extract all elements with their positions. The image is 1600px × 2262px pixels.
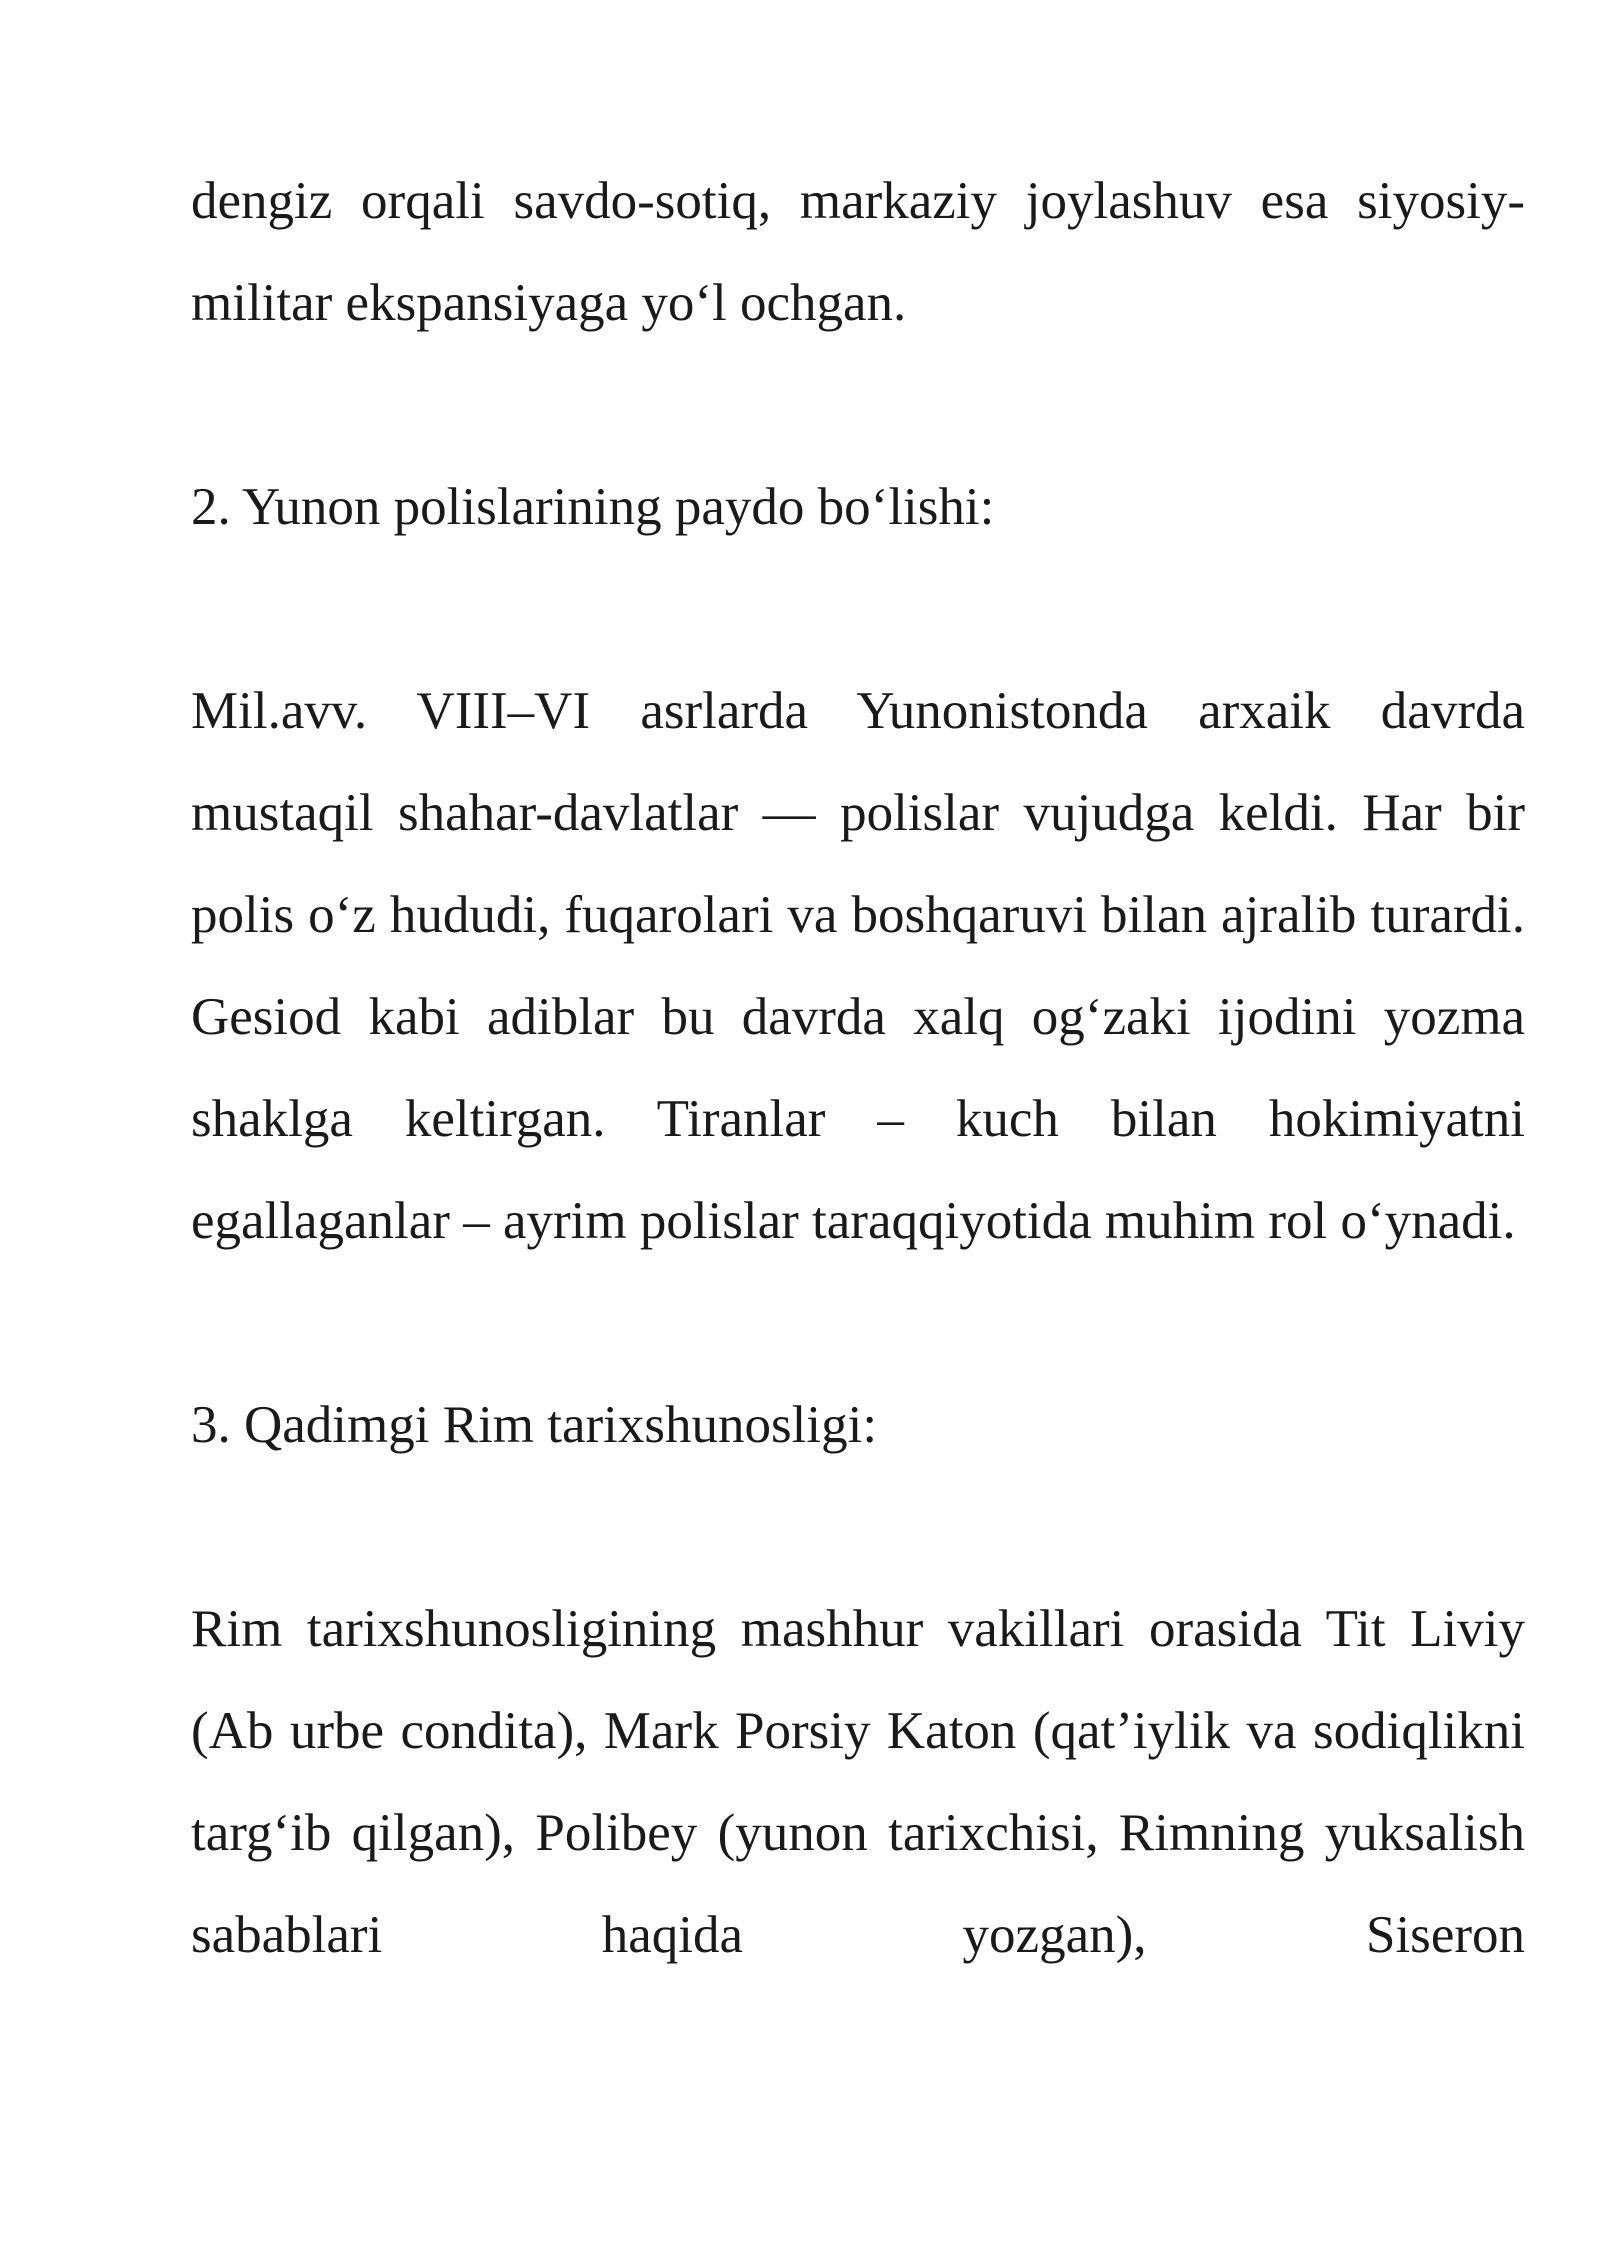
section-heading-roman-historiography: 3. Qadimgi Rim tarixshunosligi:	[191, 1396, 878, 1454]
paragraph-greek-polis: Mil.avv. VIII–VI asrlarda Yunonistonda arxaik davrda mustaqil shahar-davlatlar — polislar vujudga keldi. Har bir polis o‘z hududi, fuqarolari va boshqaruvi bilan ajralib turardi. Gesiod kabi adiblar bu davrda xalq og‘zaki ijodini yozma shaklga keltirgan. Tiranlar – kuch bilan hokimiyatni egallaganlar – ayrim polislar taraqqiyotida muhim rol o‘ynadi.	[191, 682, 1525, 1250]
paragraph-spacer	[191, 1476, 1525, 1578]
paragraph-spacer	[191, 1272, 1525, 1374]
paragraph-roman-historiography: Rim tarixshunosligining mashhur vakillari orasida Tit Liviy (Ab urbe condita), Mark Porsiy Katon (qat’iylik va sodiqlikni targ‘ib qilgan), Polibey (yunon tarixchisi, Rimning yuksalish sabablari haqida yozgan), Siseron	[191, 1600, 1525, 1964]
paragraph-spacer	[191, 354, 1525, 456]
paragraph-spacer	[191, 558, 1525, 660]
section-heading-greek-polis: 2. Yunon polislarining paydo bo‘lishi:	[191, 478, 995, 536]
paragraph-intro: dengiz orqali savdo-sotiq, markaziy joylashuv esa siyosiy-militar ekspansiyaga yo‘l ochgan.	[191, 172, 1525, 332]
document-page	[191, 150, 1525, 1986]
